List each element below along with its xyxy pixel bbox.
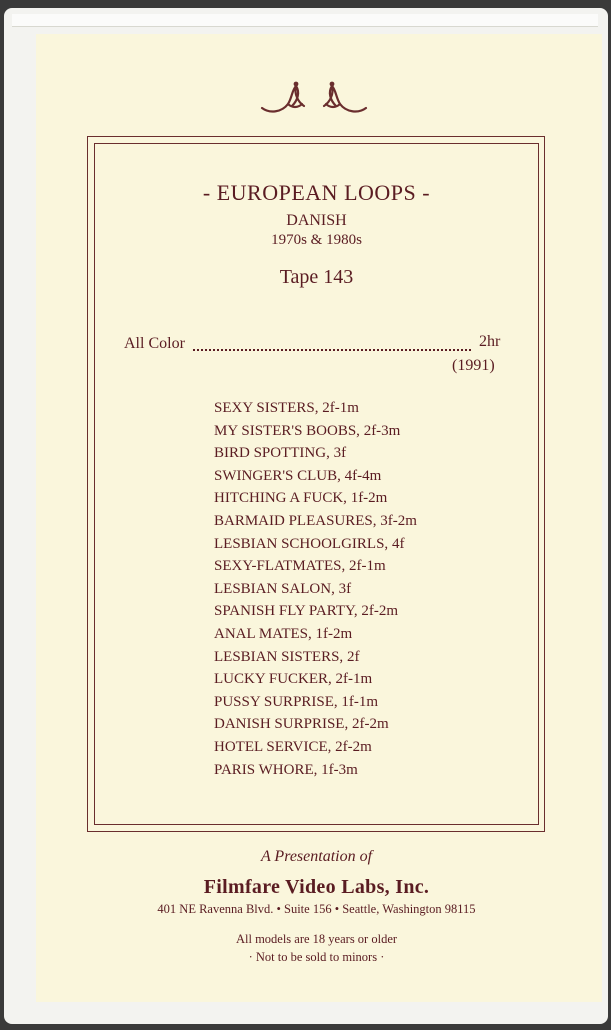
- title-item: [214, 397, 417, 420]
- title-cast: 1f-3m: [317, 761, 358, 778]
- title-name: LESBIAN SALON,: [214, 580, 335, 597]
- sale-notice: · Not to be sold to minors ·: [248, 950, 385, 964]
- presentation-line: A Presentation of: [260, 848, 373, 865]
- title-cast: 2f-1m: [345, 558, 386, 575]
- series-title: - EUROPEAN LOOPS -: [202, 180, 431, 205]
- title-cast: 1f-1m: [337, 693, 379, 710]
- title-item: [214, 713, 417, 736]
- title-cast: 2f-1m: [331, 671, 373, 688]
- title-name: LESBIAN SCHOOLGIRLS,: [214, 535, 389, 552]
- title-cast: 2f-2m: [331, 738, 372, 755]
- case-top-edge: [12, 14, 598, 27]
- title-item: [214, 668, 417, 691]
- title-name: SPANISH FLY PARTY,: [214, 603, 358, 620]
- title-name: HITCHING A FUCK,: [214, 490, 347, 507]
- title-item: [214, 623, 417, 646]
- title-cast: 2f-2m: [357, 603, 399, 620]
- title-name: SEXY-FLATMATES,: [214, 558, 346, 575]
- title-item: [214, 442, 417, 465]
- fleur-ornament-icon: [258, 74, 370, 122]
- title-name: SWINGER'S CLUB,: [214, 467, 341, 484]
- color-label: All Color: [124, 335, 185, 352]
- title-cast: 1f-2m: [346, 490, 388, 507]
- title-item: [214, 736, 417, 759]
- title-item: [214, 533, 417, 556]
- country-subtitle: DANISH: [286, 212, 347, 229]
- title-name: BIRD SPOTTING,: [214, 445, 330, 462]
- title-list: [214, 397, 417, 781]
- company-name: Filmfare Video Labs, Inc.: [203, 876, 430, 898]
- title-cast: 2f-1m: [318, 400, 359, 416]
- title-cast: 4f: [388, 535, 405, 552]
- title-item: [214, 578, 417, 601]
- duration-value: 2hr: [479, 333, 501, 350]
- title-name: MY SISTER'S BOOBS,: [214, 422, 360, 439]
- title-name: PUSSY SURPRISE,: [214, 693, 338, 710]
- leader-dots: [193, 349, 471, 351]
- title-item: [214, 759, 417, 782]
- title-cast: 3f: [329, 445, 347, 462]
- title-cast: 2f-3m: [359, 422, 401, 439]
- title-cast: 2f: [343, 648, 360, 665]
- title-name: PARIS WHORE,: [214, 761, 318, 778]
- title-name: HOTEL SERVICE,: [214, 738, 332, 755]
- title-item: [214, 691, 417, 714]
- title-name: SEXY SISTERS,: [214, 400, 319, 416]
- title-item: [214, 646, 417, 669]
- title-name: LESBIAN SISTERS,: [214, 648, 344, 665]
- era-subtitle: 1970s & 1980s: [271, 232, 362, 248]
- age-notice: All models are 18 years or older: [235, 932, 398, 946]
- title-item: [214, 600, 417, 623]
- title-name: BARMAID PLEASURES,: [214, 512, 377, 529]
- title-item: [214, 510, 417, 533]
- title-item: [214, 465, 417, 488]
- title-item: [214, 487, 417, 510]
- title-cast: 1f-2m: [311, 625, 353, 642]
- release-year: (1991): [452, 357, 495, 374]
- title-name: LUCKY FUCKER,: [214, 671, 332, 688]
- company-address: 401 NE Ravenna Blvd. • Suite 156 • Seattle, Washington 98115: [157, 902, 476, 916]
- title-cast: 2f-2m: [348, 716, 389, 733]
- title-name: ANAL MATES,: [214, 625, 312, 642]
- title-item: [214, 555, 417, 578]
- title-name: DANISH SURPRISE,: [214, 716, 349, 733]
- title-cast: 3f-2m: [376, 512, 417, 529]
- title-item: [214, 420, 417, 443]
- tape-number: Tape 143: [279, 266, 354, 288]
- title-cast: 3f: [334, 580, 352, 597]
- title-cast: 4f-4m: [340, 467, 382, 484]
